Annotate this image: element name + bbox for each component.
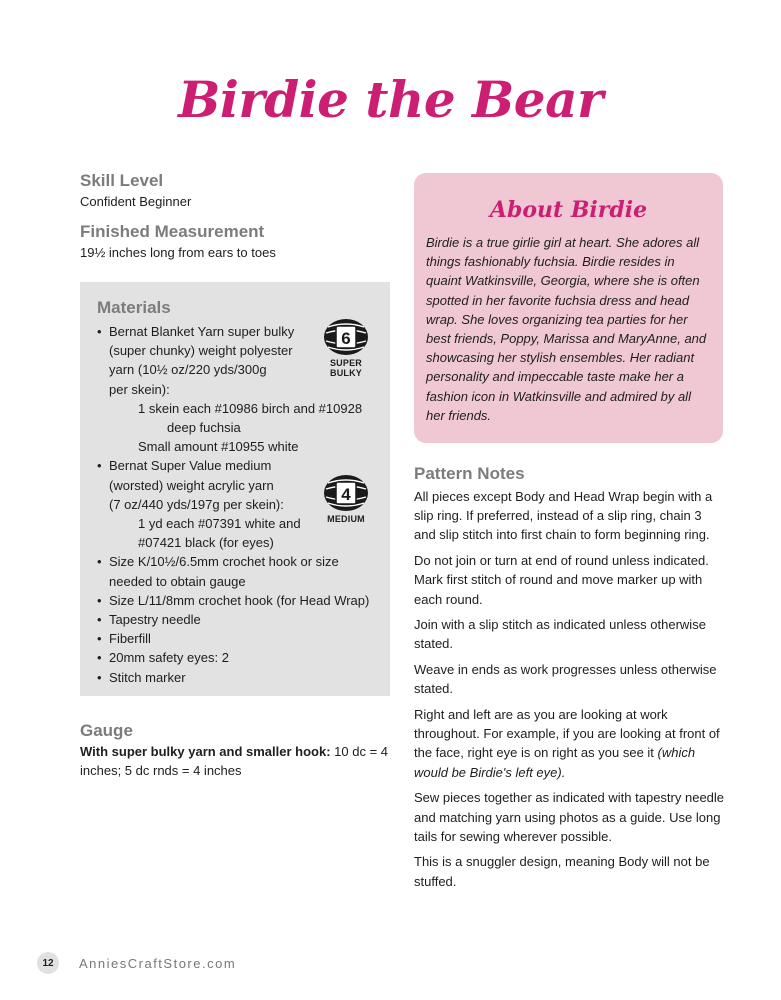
finished-measurement-heading: Finished Measurement bbox=[80, 222, 265, 241]
page-title: Birdie the Bear bbox=[178, 70, 603, 129]
list-item: (super chunky) weight polyester bbox=[109, 343, 293, 359]
note-paragraph: Weave in ends as work progresses unless otherwise stated. bbox=[414, 662, 717, 697]
note-paragraph: This is a snuggler design, meaning Body will not be stuffed. bbox=[414, 854, 710, 889]
list-item: 1 skein each #10986 birch and #10928 bbox=[138, 400, 363, 416]
page-footer bbox=[37, 952, 236, 974]
list-item: • Bernat Blanket Yarn super bulky bbox=[97, 322, 378, 341]
list-item: • Bernat Super Value medium bbox=[97, 456, 378, 475]
yarn-weight-number: 4 bbox=[341, 485, 351, 504]
list-item: (7 oz/440 yds/197g per skein): bbox=[109, 496, 284, 512]
yarn-weight-label: MEDIUM bbox=[327, 514, 365, 524]
note-italic: (which would be Birdie's left eye). bbox=[414, 745, 696, 780]
about-birdie-box bbox=[414, 173, 723, 443]
list-item: • Size K/10½/6.5mm crochet hook or size bbox=[97, 552, 378, 571]
list-item: • 20mm safety eyes: 2 bbox=[97, 648, 378, 667]
list-item: #07421 black (for eyes) bbox=[138, 535, 274, 551]
yarn-weight-badge-medium bbox=[315, 473, 377, 524]
list-item: Small amount #10955 white bbox=[138, 439, 299, 455]
note-paragraph: Sew pieces together as indicated with tapestry needle and matching yarn using photos as a guide. Use long tails for sewing wherever possible. bbox=[414, 790, 725, 844]
list-item: per skein): bbox=[109, 381, 170, 397]
list-item: deep fuchsia bbox=[167, 420, 241, 436]
list-item: (worsted) weight acrylic yarn bbox=[109, 477, 274, 493]
finished-measurement-value: 19½ inches long from ears to toes bbox=[80, 245, 276, 260]
list-item: 1 yd each #07391 white and bbox=[138, 516, 301, 532]
yarn-weight-label: SUPER BULKY bbox=[329, 358, 362, 378]
skill-level-value: Confident Beginner bbox=[80, 194, 192, 209]
finished-measurement-section bbox=[80, 221, 392, 262]
note-paragraph: Do not join or turn at end of round unless indicated. Mark first stitch of round and move marker up with each round. bbox=[414, 553, 709, 607]
pattern-notes-heading: Pattern Notes bbox=[414, 464, 525, 483]
page-number: 12 bbox=[37, 952, 59, 974]
note-paragraph bbox=[414, 705, 726, 782]
list-item: • Size L/11/8mm crochet hook (for Head Wrap) bbox=[97, 591, 378, 610]
gauge-heading: Gauge bbox=[80, 721, 133, 740]
skill-level-heading: Skill Level bbox=[80, 171, 164, 190]
gauge-value: 10 dc = 4 inches; 5 dc rnds = 4 inches bbox=[80, 744, 389, 778]
list-item: needed to obtain gauge bbox=[109, 573, 246, 589]
yarn-skein-icon bbox=[322, 317, 370, 357]
list-item: • Fiberfill bbox=[97, 629, 378, 648]
gauge-text bbox=[80, 742, 392, 780]
yarn-weight-badge-super-bulky bbox=[315, 317, 377, 378]
gauge-bold: With super bulky yarn and smaller hook: bbox=[80, 744, 331, 759]
left-column bbox=[80, 170, 392, 272]
materials-heading: Materials bbox=[97, 298, 171, 317]
about-text: Birdie is a true girlie girl at heart. She adores all things fashionably fuchsia. Birdie resides in quaint Watkinsville, Georgia, where she is often spotted in her favorite fuchsia dress and head wrap. She loves organizing tea parties for her best friends, Poppy, Marissa and MaryAnne, and showcasing her stylish ensembles. Her radiant personality and impeccable taste make her a fashion icon in Watkinsville and admired by all her friends. bbox=[426, 235, 707, 423]
note-paragraph: Join with a slip stitch as indicated unless otherwise stated. bbox=[414, 617, 706, 652]
gauge-section bbox=[80, 720, 392, 780]
materials-box bbox=[80, 282, 390, 696]
yarn-weight-number: 6 bbox=[341, 329, 351, 348]
skill-level-section bbox=[80, 170, 392, 211]
note-paragraph: All pieces except Body and Head Wrap begin with a slip ring. If preferred, instead of a slip ring, chain 3 and slip stitch into first chain to form beginning ring. bbox=[414, 489, 713, 543]
site-url: AnniesCraftStore.com bbox=[79, 955, 237, 971]
list-item: • Tapestry needle bbox=[97, 610, 378, 629]
list-item: yarn (10½ oz/220 yds/300g bbox=[109, 362, 267, 378]
pattern-notes-section bbox=[414, 463, 726, 897]
yarn-skein-icon bbox=[322, 473, 370, 513]
note-text: Right and left are as you are looking at work throughout. For example, if you are looking at front of the face, right eye is on right as you see it bbox=[414, 707, 720, 761]
list-item: • Stitch marker bbox=[97, 668, 378, 687]
about-heading: About Birdie bbox=[489, 197, 648, 223]
